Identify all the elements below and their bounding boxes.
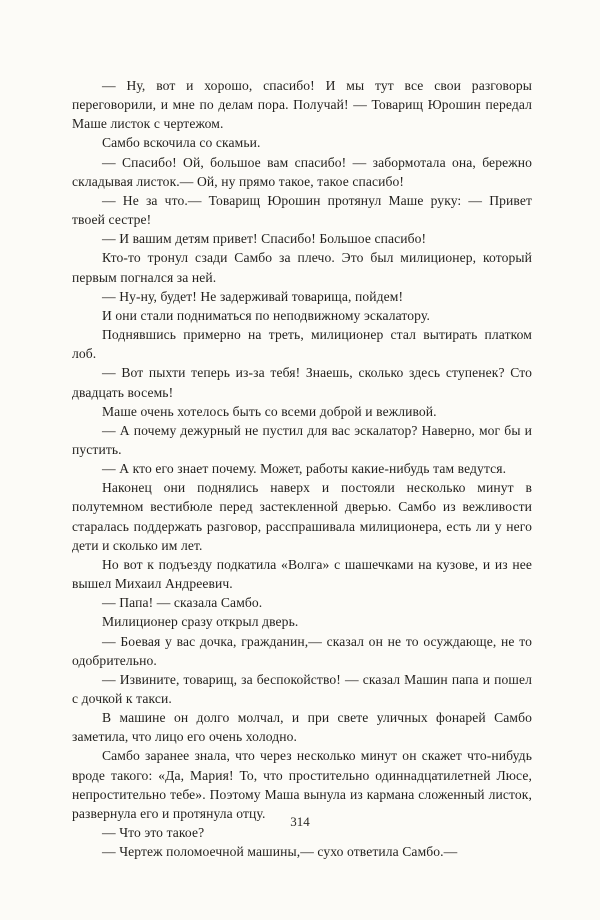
page-text [72,76,532,861]
page-number: 314 [290,814,310,829]
paragraph: — Извините, товарищ, за беспокойство! — сказал Машин папа и пошел с дочкой к такси. [72,671,532,706]
paragraph: Милиционер сразу открыл дверь. [102,614,299,630]
paragraph: Самбо заранее знала, что через несколько минут он скажет что-нибудь вроде такого: «Да, Мария! То, что простительно одиннадцатилетней Люсе, непростительно тебе». Поэтому Маша вынула из кармана сложенный листок, развернула его и протянула отцу. [72,748,532,821]
paragraph: Кто-то тронул сзади Самбо за плечо. Это был милиционер, который первым погнался за ней. [72,250,532,285]
paragraph: Самбо вскочила со скамьи. [102,135,261,151]
paragraph: — А почему дежурный не пустил для вас эскалатор? Наверно, мог бы и пустить. [72,422,532,457]
paragraph: Маше очень хотелось быть со всеми доброй и вежливой. [102,403,437,419]
paragraph: — А кто его знает почему. Может, работы какие-нибудь там ведутся. [102,461,507,477]
paragraph: Наконец они поднялись наверх и постояли несколько минут в полутемном вестибюле перед застекленной дверью. Самбо из вежливости старалась поддержать разговор, расспрашивала милиционера, есть ли у него дети и сколько им лет. [72,480,532,553]
paragraph: Поднявшись примерно на треть, милиционер стал вытирать платком лоб. [72,327,532,362]
paragraph: — Что это такое? [102,825,205,841]
paragraph: — Ну, вот и хорошо, спасибо! И мы тут все свои разговоры переговорили, и мне по делам пора. Получай! — Товарищ Юрошин передал Маше листок с чертежом. [72,78,532,132]
paragraph: — И вашим детям привет! Спасибо! Большое спасибо! [102,231,427,247]
paragraph: В машине он долго молчал, и при свете уличных фонарей Самбо заметила, что лицо его очень холодно. [72,710,532,745]
paragraph: — Вот пыхти теперь из-за тебя! Знаешь, сколько здесь ступенек? Сто двадцать восемь! [72,365,532,400]
paragraph: — Ну-ну, будет! Не задерживай товарища, пойдем! [102,288,404,304]
paragraph: — Чертеж поломоечной машины,— сухо ответила Самбо.— [102,844,458,860]
paragraph: — Спасибо! Ой, большое вам спасибо! — забормотала она, бережно складывая листок.— Ой, ну прямо такое, такое спасибо! [72,154,532,189]
paragraph: — Боевая у вас дочка, гражданин,— сказал он не то осуждающе, не то одобрительно. [72,633,532,668]
paragraph: И они стали подниматься по неподвижному эскалатору. [102,307,430,323]
paragraph: Но вот к подъезду подкатила «Волга» с шашечками на кузове, и из нее вышел Михаил Андреевич. [72,556,532,592]
paragraph: — Не за что.— Товарищ Юрошин протянул Маше руку: — Привет твоей сестре! [72,192,532,228]
paragraph: — Папа! — сказала Самбо. [102,595,263,611]
